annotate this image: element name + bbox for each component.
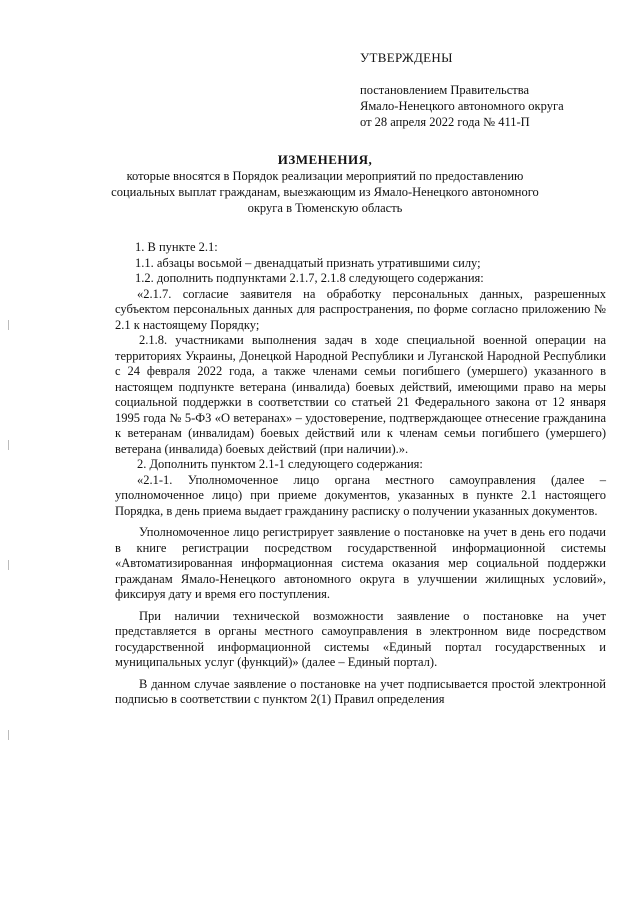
paragraph-subitem-2-1-7: «2.1.7. согласие заявителя на обработку персональных данных, разрешенных субъектом персональных данных для распространения, по форме согласно приложению № 2.1 к настоящему Порядку; [115, 286, 606, 332]
document-body [115, 240, 606, 708]
paragraph-item-1-1: 1.1. абзацы восьмой – двенадцатый признать утратившими силу; [135, 255, 481, 270]
approval-line-3: от 28 апреля 2022 года № 411-П [360, 115, 530, 129]
paragraph-item-1-2: 1.2. дополнить подпунктами 2.1.7, 2.1.8 следующего содержания: [135, 271, 484, 285]
approval-heading: УТВЕРЖДЕНЫ [360, 50, 453, 65]
paragraph-item-2: 2. Дополнить пунктом 2.1-1 следующего содержания: [137, 457, 423, 471]
paragraph-electronic-signature: В данном случае заявление о постановке на учет подписывается простой электронной подписью в соответствии с пунктом 2(1) Правил определения [115, 676, 606, 706]
approval-line-2: Ямало-Ненецкого автономного округа [360, 99, 564, 113]
paragraph-electronic-submission: При наличии технической возможности заявление о постановке на учет представляется в органы местного самоуправления в электронном виде посредством государственной информационной системы «Единый портал государственных и муниципальных услуг (функций)» (далее – Единый портал). [115, 608, 606, 669]
document-title: ИЗМЕНЕНИЯ, [277, 152, 373, 167]
document-subtitle-line-1: которые вносятся в Порядок реализации мероприятий по предоставлению [126, 169, 524, 183]
paragraph-point-2-1-1: «2.1-1. Уполномоченное лицо органа местного самоуправления (далее – уполномоченное лицо) при приеме документов, указанных в пункте 2.1 настоящего Порядка, в день приема выдает гражданину расписку о получении указанных документов. [115, 472, 606, 518]
paragraph-registration: Уполномоченное лицо регистрирует заявление о постановке на учет в день его подачи в книге регистрации посредством государственной информационной системы «Автоматизированная информационная система оказания мер социальной поддержки гражданам Ямало-Ненецкого автономного округа в улучшении жилищных условий», фиксируя дату и время его поступления. [115, 525, 606, 601]
paragraph-item-1: 1. В пункте 2.1: [135, 240, 218, 254]
paragraph-subitem-2-1-8: 2.1.8. участниками выполнения задач в ходе специальной военной операции на территориях Украины, Донецкой Народной Республики и Луганской Народной Республики с 24 февраля 2022 года, а также членами семьи погибшего (умершего) указанного в настоящем подпункте ветерана (инвалида) боевых действий, имеющими право на меры социальной поддержки в соответствии со статьей 21 Федерального закона от 12 января 1995 года № 5-ФЗ «О ветеранах» – удостоверение, подтверждающее отнесение гражданина к ветеранам (инвалидам) боевых действий или к членам семьи погибшего (умершего) ветерана (инвалида) боевых действий (при наличии).». [115, 333, 606, 456]
document-subtitle-line-2: социальных выплат гражданам, выезжающим из Ямало-Ненецкого автономного [111, 185, 539, 199]
scan-margin-marks [8, 320, 12, 740]
approval-line-1: постановлением Правительства [360, 83, 530, 97]
approval-block [360, 50, 630, 130]
document-title-block [90, 152, 560, 216]
document-subtitle-line-3: округа в Тюменскую область [247, 201, 403, 215]
